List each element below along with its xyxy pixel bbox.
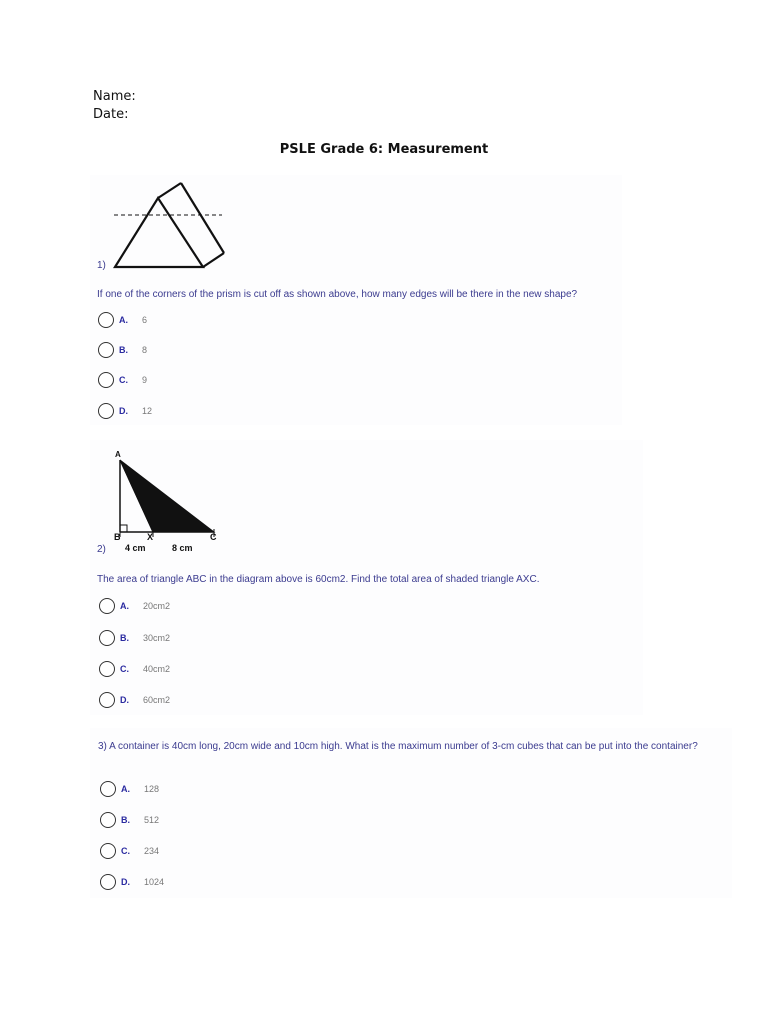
option-letter: B. (121, 815, 130, 825)
radio-button[interactable] (100, 843, 116, 859)
radio-button[interactable] (99, 598, 115, 614)
radio-button[interactable] (99, 630, 115, 646)
radio-button[interactable] (98, 312, 114, 328)
option-letter: C. (120, 664, 129, 674)
radio-button[interactable] (100, 812, 116, 828)
option-letter: A. (121, 784, 130, 794)
question-number: 2) (97, 544, 106, 555)
question-3 (90, 728, 732, 898)
prism-diagram (110, 180, 250, 275)
question-text: The area of triangle ABC in the diagram above is 60cm2. Find the total area of shaded triangle AXC. (97, 574, 540, 585)
triangle-diagram (110, 445, 230, 555)
option-value: 234 (144, 846, 160, 856)
option-letter: B. (119, 345, 128, 355)
option-letter: D. (120, 695, 129, 705)
radio-button[interactable] (100, 874, 116, 890)
option-letter: B. (120, 633, 129, 643)
label-a: A (115, 450, 121, 459)
question-text: If one of the corners of the prism is cut off as shown above, how many edges will be there in the new shape? (97, 289, 578, 300)
page-title: PSLE Grade 6: Measurement (279, 142, 489, 157)
date-label: Date: (93, 107, 129, 122)
option-letter: A. (120, 601, 129, 611)
option-value: 60cm2 (143, 695, 171, 705)
question-2 (90, 440, 643, 715)
option-letter: A. (119, 315, 128, 325)
label-c: C (210, 532, 217, 542)
option-value: 30cm2 (143, 633, 171, 643)
option-value: 8 (142, 345, 148, 355)
radio-button[interactable] (99, 661, 115, 677)
radio-button[interactable] (99, 692, 115, 708)
option-letter: C. (121, 846, 130, 856)
radio-button[interactable] (98, 342, 114, 358)
question-number: 1) (97, 260, 106, 271)
label-bx: 4 cm (125, 543, 146, 553)
name-label: Name: (93, 89, 136, 104)
radio-button[interactable] (98, 403, 114, 419)
option-value: 128 (144, 784, 160, 794)
option-letter: D. (119, 406, 128, 416)
option-value: 9 (142, 375, 148, 385)
option-value: 20cm2 (143, 601, 171, 611)
question-1 (90, 175, 622, 425)
option-value: 6 (142, 315, 148, 325)
label-b: B (114, 532, 121, 542)
label-xc: 8 cm (172, 543, 193, 553)
label-x: X (147, 532, 154, 542)
option-value: 40cm2 (143, 664, 171, 674)
option-value: 12 (142, 406, 153, 416)
option-value: 1024 (144, 877, 165, 887)
radio-button[interactable] (100, 781, 116, 797)
question-text: 3) A container is 40cm long, 20cm wide and 10cm high. What is the maximum number of 3-cm cubes that can be put into the container? (98, 741, 698, 752)
option-value: 512 (144, 815, 160, 825)
radio-button[interactable] (98, 372, 114, 388)
option-letter: C. (119, 375, 128, 385)
option-letter: D. (121, 877, 130, 887)
